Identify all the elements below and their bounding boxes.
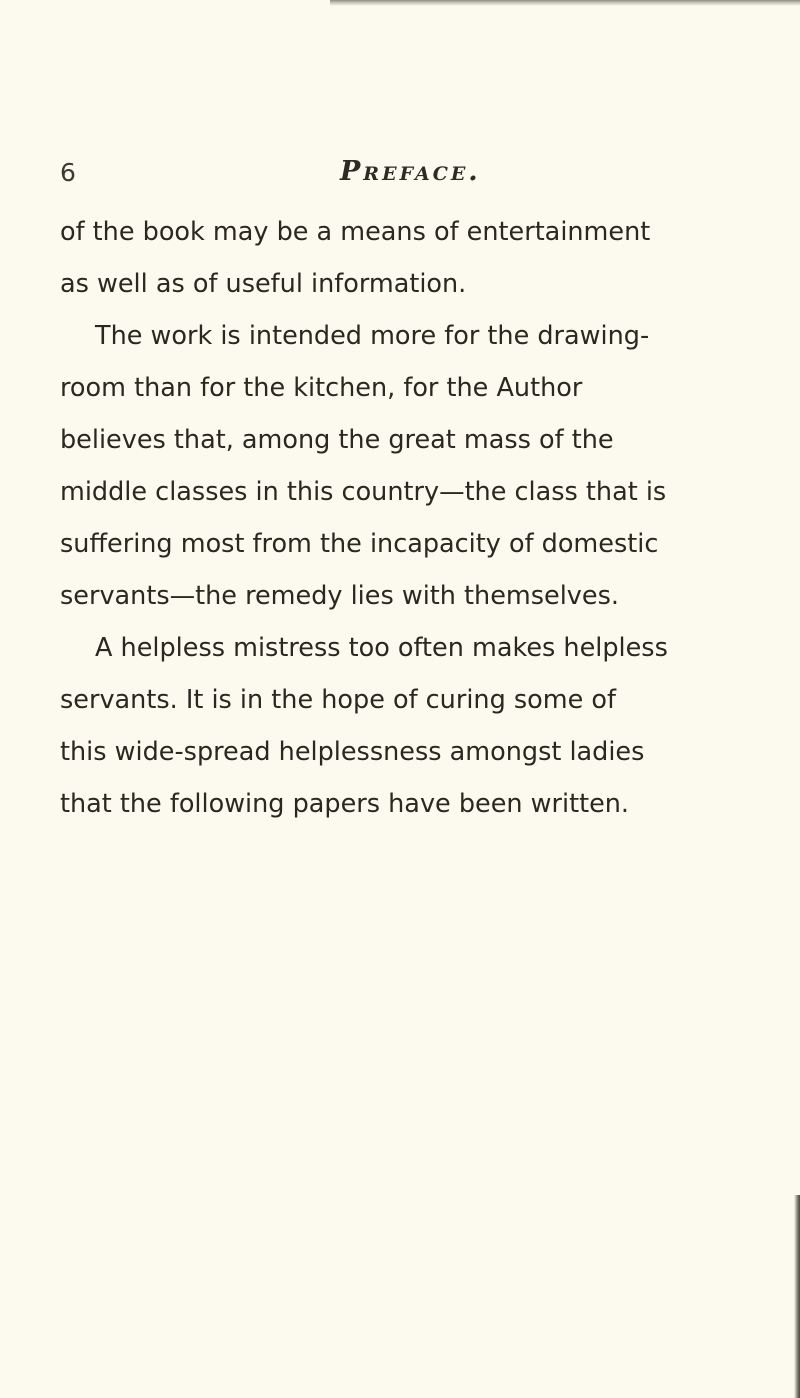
text-line: as well as of useful information. [60, 269, 467, 299]
text-line: A helpless mistress too often makes helpless [95, 633, 668, 663]
text-line: suffering most from the incapacity of domestic [60, 529, 659, 559]
text-line: servants—the remedy lies with themselves. [60, 581, 619, 611]
page-number: 6 [60, 158, 76, 187]
text-line: room than for the kitchen, for the Author [60, 373, 583, 403]
text-line: servants. It is in the hope of curing some of [60, 685, 616, 715]
text-line: believes that, among the great mass of the [60, 425, 614, 455]
text-line: this wide-spread helplessness amongst ladies [60, 737, 645, 767]
text-line: middle classes in this country—the class that is [60, 477, 667, 507]
text-line: of the book may be a means of entertainment [60, 217, 651, 247]
running-title: Preface. [340, 156, 481, 187]
text-line: The work is intended more for the drawing- [95, 321, 650, 351]
text-line: that the following papers have been written. [60, 789, 630, 819]
